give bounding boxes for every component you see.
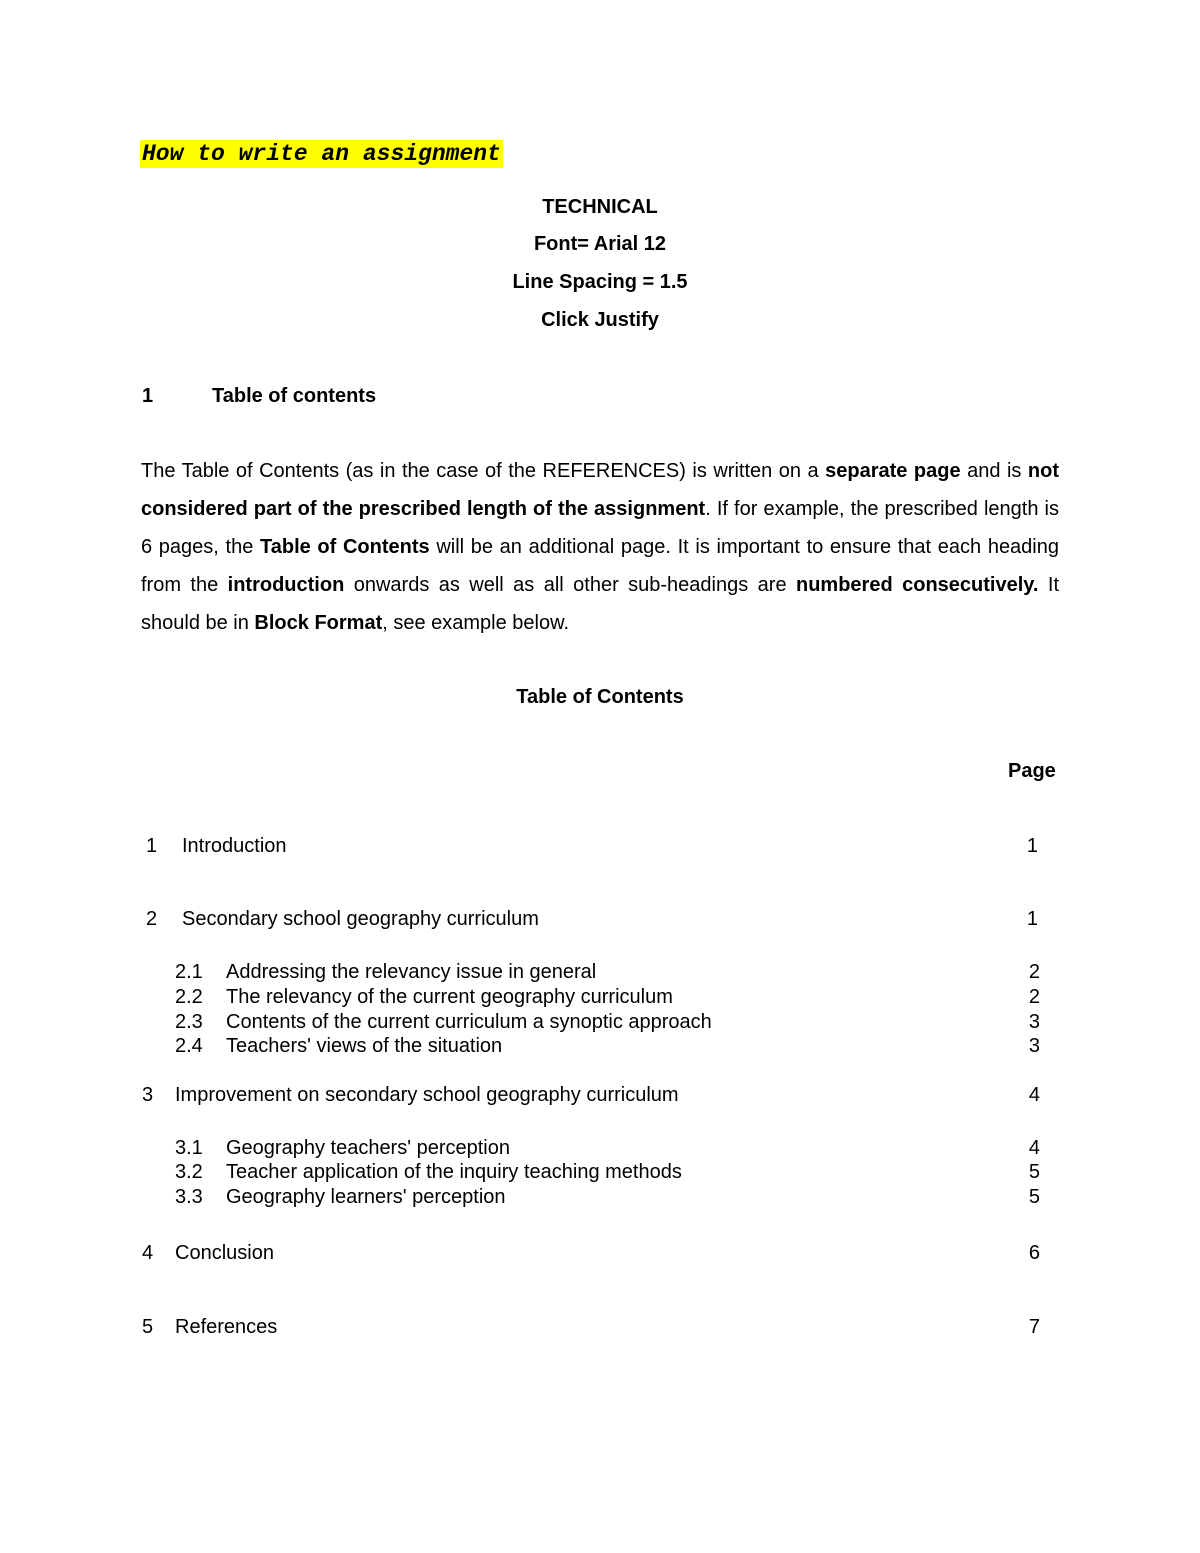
section-number: 1 — [142, 385, 154, 407]
toc-num: 1 — [146, 835, 158, 857]
technical-spacing: Line Spacing = 1.5 — [512, 271, 688, 293]
para-text: It should be in — [141, 574, 1060, 634]
technical-font: Font= Arial 12 — [533, 233, 667, 255]
document-title: How to write an assignment — [142, 141, 501, 167]
instructions-paragraph — [141, 452, 1059, 642]
toc-title: Secondary school geography curriculum — [182, 908, 539, 930]
toc-title: Contents of the current curriculum a synoptic approach — [226, 1011, 712, 1033]
toc-page: 3 — [1028, 1035, 1040, 1057]
para-bold: numbered consecutively. — [796, 574, 1039, 596]
toc-page: 5 — [1028, 1161, 1040, 1183]
toc-page: 2 — [1028, 961, 1040, 983]
toc-num: 4 — [142, 1242, 154, 1264]
toc-page: 7 — [1028, 1316, 1040, 1338]
toc-num: 3 — [142, 1084, 154, 1106]
toc-page: 4 — [1028, 1137, 1040, 1159]
toc-title: Teachers' views of the situation — [226, 1035, 503, 1057]
toc-title: The relevancy of the current geography curriculum — [226, 986, 673, 1008]
para-bold: introduction — [227, 574, 345, 596]
toc-page: 1 — [1026, 835, 1038, 857]
toc-title: Addressing the relevancy issue in general — [226, 961, 597, 983]
para-text: and is — [960, 460, 1028, 482]
toc-title: Improvement on secondary school geography curriculum — [175, 1084, 679, 1106]
technical-heading: TECHNICAL — [542, 196, 658, 218]
toc-title: Geography teachers' perception — [226, 1137, 510, 1159]
para-bold: Table of Contents — [260, 536, 430, 558]
toc-page: 1 — [1026, 908, 1038, 930]
toc-page: 3 — [1028, 1011, 1040, 1033]
toc-num: 2.1 — [175, 961, 203, 983]
toc-heading: Table of Contents — [516, 686, 684, 708]
toc-num: 5 — [142, 1316, 154, 1338]
para-text: will be an additional page. It is important to ensure that each heading from the — [141, 536, 1059, 596]
para-text: , see example below. — [382, 612, 570, 634]
technical-justify: Click Justify — [541, 309, 659, 331]
para-text: . If for example, the prescribed length is 6 pages, the — [141, 498, 1059, 558]
toc-num: 3.2 — [175, 1161, 203, 1183]
toc-title: Conclusion — [175, 1242, 274, 1264]
toc-page: 5 — [1028, 1186, 1040, 1208]
toc-title: Teacher application of the inquiry teaching methods — [226, 1161, 682, 1183]
toc-num: 2.2 — [175, 986, 203, 1008]
toc-num: 3.1 — [175, 1137, 203, 1159]
toc-page: 6 — [1028, 1242, 1040, 1264]
toc-num: 2 — [146, 908, 158, 930]
toc-title: References — [175, 1316, 278, 1338]
section-title: Table of contents — [212, 385, 377, 407]
para-bold: separate page — [825, 460, 961, 482]
toc-title: Introduction — [182, 835, 287, 857]
toc-num: 2.3 — [175, 1011, 203, 1033]
toc-page: 2 — [1028, 986, 1040, 1008]
toc-num: 3.3 — [175, 1186, 203, 1208]
para-text: onwards as well as all other sub-headings are — [344, 574, 796, 596]
toc-page-label: Page — [1008, 760, 1056, 782]
toc-page: 4 — [1028, 1084, 1040, 1106]
para-bold: not considered part of the prescribed length of the assignment — [141, 460, 1060, 520]
toc-num: 2.4 — [175, 1035, 203, 1057]
para-text: The Table of Contents (as in the case of the REFERENCES) is written on a — [141, 460, 826, 482]
para-bold: Block Format — [254, 612, 383, 634]
toc-title: Geography learners' perception — [226, 1186, 506, 1208]
